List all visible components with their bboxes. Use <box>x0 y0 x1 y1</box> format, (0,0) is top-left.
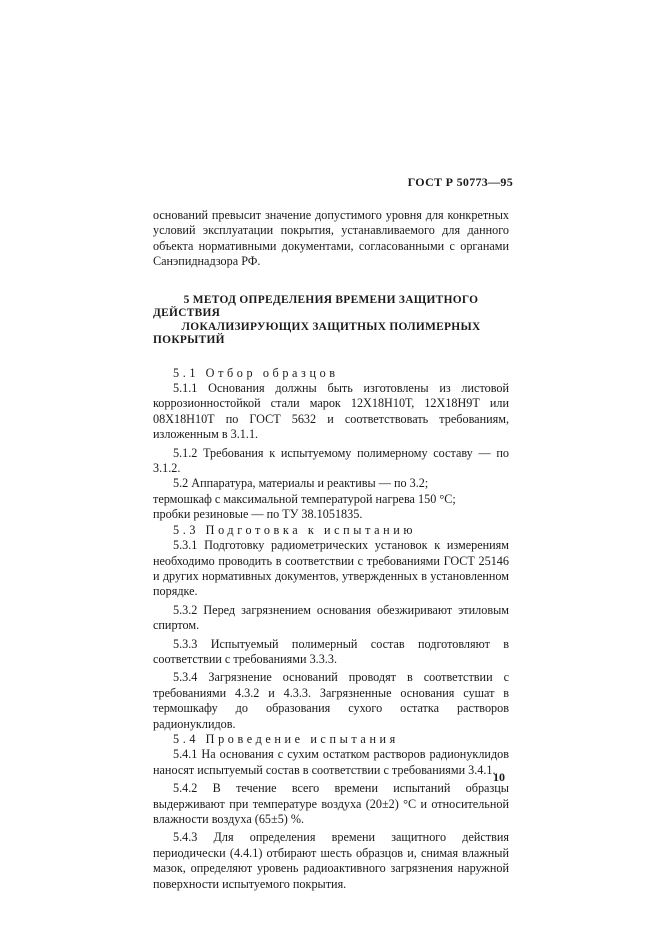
paragraph: 5.1.2 Требования к испытуемому полимерному составу — по 3.1.2. <box>153 445 509 476</box>
intro-paragraph: оснований превысит значение допустимого уровня для конкретных условий эксплуатации покрытия, устанавливаемого для данного объекта нормативными документами, согласованными с органами Санэпиднадзора РФ. <box>153 208 509 269</box>
subsection-heading: 5.3 Подготовка к испытанию <box>173 522 417 537</box>
paragraph: 5.2 Аппаратура, материалы и реактивы — по 3.2; <box>173 476 429 491</box>
subsection-heading: 5.4 Проведение испытания <box>173 731 399 746</box>
paragraph: 5.3.2 Перед загрязнением основания обезжиривают этиловым спиртом. <box>153 602 509 633</box>
standard-header: ГОСТ Р 50773—95 <box>407 175 513 189</box>
paragraph: 5.1.1 Основания должны быть изготовлены из листовой коррозионностойкой стали марок 12Х18Н10Т, 12Х18Н9Т или 08Х18Н10Т по ГОСТ 5632 и соответствовать требованиям, изложенным в 3.1.1. <box>153 381 509 442</box>
subsection-heading: 5.1 Отбор образцов <box>173 365 339 380</box>
paragraph: 5.4.1 На основания с сухим остатком растворов радионуклидов наносят испытуемый состав в соответствии с требованиями 3.4.1. <box>153 747 509 777</box>
paragraph: термошкаф с максимальной температурой нагрева 150 °С; <box>153 491 456 506</box>
paragraph: 5.4.2 В течение всего времени испытаний образцы выдерживают при температуре воздуха (20±2) °С и относительной влажности воздуха (65±5) %. <box>153 781 509 826</box>
section-title-line: 5 МЕТОД ОПРЕДЕЛЕНИЯ ВРЕМЕНИ ЗАЩИТНОГО ДЕЙСТВИЯ <box>153 293 479 320</box>
paragraph: пробки резиновые — по ТУ 38.1051835. <box>153 507 363 522</box>
page-number: 10 <box>493 770 505 784</box>
paragraph: 5.3.3 Испытуемый полимерный состав подготовляют в соответствии с требованиями 3.3.3. <box>153 636 509 666</box>
document-body <box>153 208 509 892</box>
section-title-line: ЛОКАЛИЗИРУЮЩИХ ЗАЩИТНЫХ ПОЛИМЕРНЫХ ПОКРЫТИЙ <box>153 320 481 347</box>
paragraph: 5.3.1 Подготовку радиометрических установок к измерениям необходимо проводить в соответствии с требованиями ГОСТ 25146 и других нормативных документов, утвержденных в установленном порядке. <box>153 538 509 599</box>
paragraph: 5.4.3 Для определения времени защитного действия периодически (4.4.1) отбирают шесть образцов и, снимая влажный мазок, определяют уровень радиоактивного загрязнения наружной поверхности испытуемого покрытия. <box>153 830 509 891</box>
paragraph: 5.3.4 Загрязнение оснований проводят в соответствии с требованиями 4.3.2 и 4.3.3. Загрязненные основания сушат в термошкафу до образования сухого остатка растворов радионуклидов. <box>153 670 509 731</box>
section-title <box>153 294 509 348</box>
